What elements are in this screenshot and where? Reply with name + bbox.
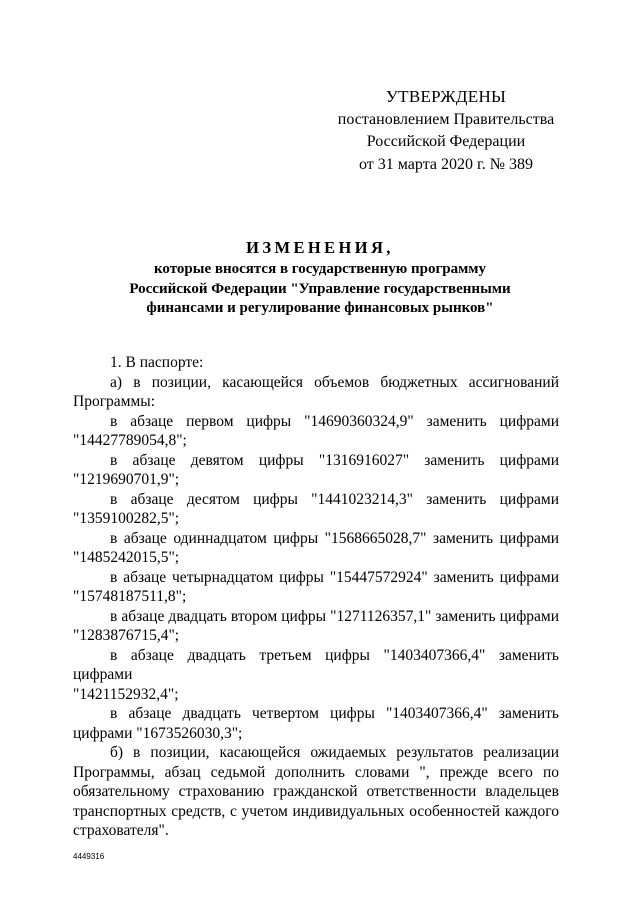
paragraph-line: в абзаце двадцать третьем цифры "1403407366,4" заменить цифрами — [73, 646, 559, 683]
paragraph-line: "1485242015,5"; — [73, 549, 180, 566]
paragraph-line: цифрами "1673526030,3"; — [73, 724, 243, 742]
paragraph-line: в абзаце четырнадцатом цифры "15447572924" заменить цифрами — [110, 568, 559, 586]
paragraph-line: "14427789054,8"; — [73, 432, 187, 449]
paragraph-line: обязательному страхованию гражданской ответственности владельцев — [73, 783, 559, 800]
paragraph-line: страхователя". — [73, 822, 169, 839]
approval-stamp — [330, 86, 562, 176]
approval-line: Российской Федерации — [366, 133, 526, 150]
paragraph-line: "1359100282,5"; — [73, 510, 180, 527]
paragraph-line: в абзаце первом цифры "14690360324,9" заменить цифрами — [110, 412, 559, 430]
paragraph-passport: 1. В паспорте: — [110, 354, 204, 371]
paragraph-line: "15748187511,8"; — [73, 588, 187, 605]
paragraph-line: "1219690701,9"; — [73, 471, 180, 488]
approval-date-line: от 31 марта 2020 г. № 389 — [359, 155, 533, 173]
approval-heading: УТВЕРЖДЕНЫ — [385, 87, 507, 106]
document-body — [73, 353, 559, 841]
subtitle-line: Российской Федерации "Управление государственными — [129, 280, 511, 297]
paragraph-line: Программы: — [73, 393, 156, 410]
paragraph-line: в абзаце девятом цифры "1316916027" заменить цифрами — [110, 451, 559, 469]
paragraph-line: а) в позиции, касающейся объемов бюджетных ассигнований — [110, 373, 559, 391]
document-code: 4449316 — [73, 852, 105, 861]
paragraph-line: в абзаце десятом цифры "1441023214,3" заменить цифрами — [110, 490, 559, 508]
paragraph-line: в абзаце одиннадцатом цифры "1568665028,7" заменить цифрами — [110, 529, 559, 547]
paragraph-line: "1421152932,4"; — [73, 685, 179, 703]
subtitle-line: финансами и регулирование финансовых рынков" — [146, 300, 494, 316]
paragraph-line: в абзаце двадцать втором цифры "1271126357,1" заменить цифрами — [110, 607, 559, 625]
paragraph-line: "1283876715,4"; — [73, 627, 180, 644]
paragraph-line: транспортных средств, с учетом индивидуальных особенностей каждого — [73, 802, 559, 820]
document-title: ИЗМЕНЕНИЯ, — [246, 238, 394, 257]
paragraph-line: в абзаце двадцать четвертом цифры "1403407366,4" заменить — [110, 705, 559, 722]
document-subtitle — [0, 260, 640, 319]
subtitle-line: которые вносятся в государственную программу — [153, 261, 487, 277]
paragraph-line: б) в позиции, касающейся ожидаемых результатов реализации — [110, 744, 559, 761]
paragraph-line: Программы, абзац седьмой дополнить словами ", прежде всего по — [73, 763, 559, 781]
approval-line: постановлением Правительства — [337, 110, 555, 128]
